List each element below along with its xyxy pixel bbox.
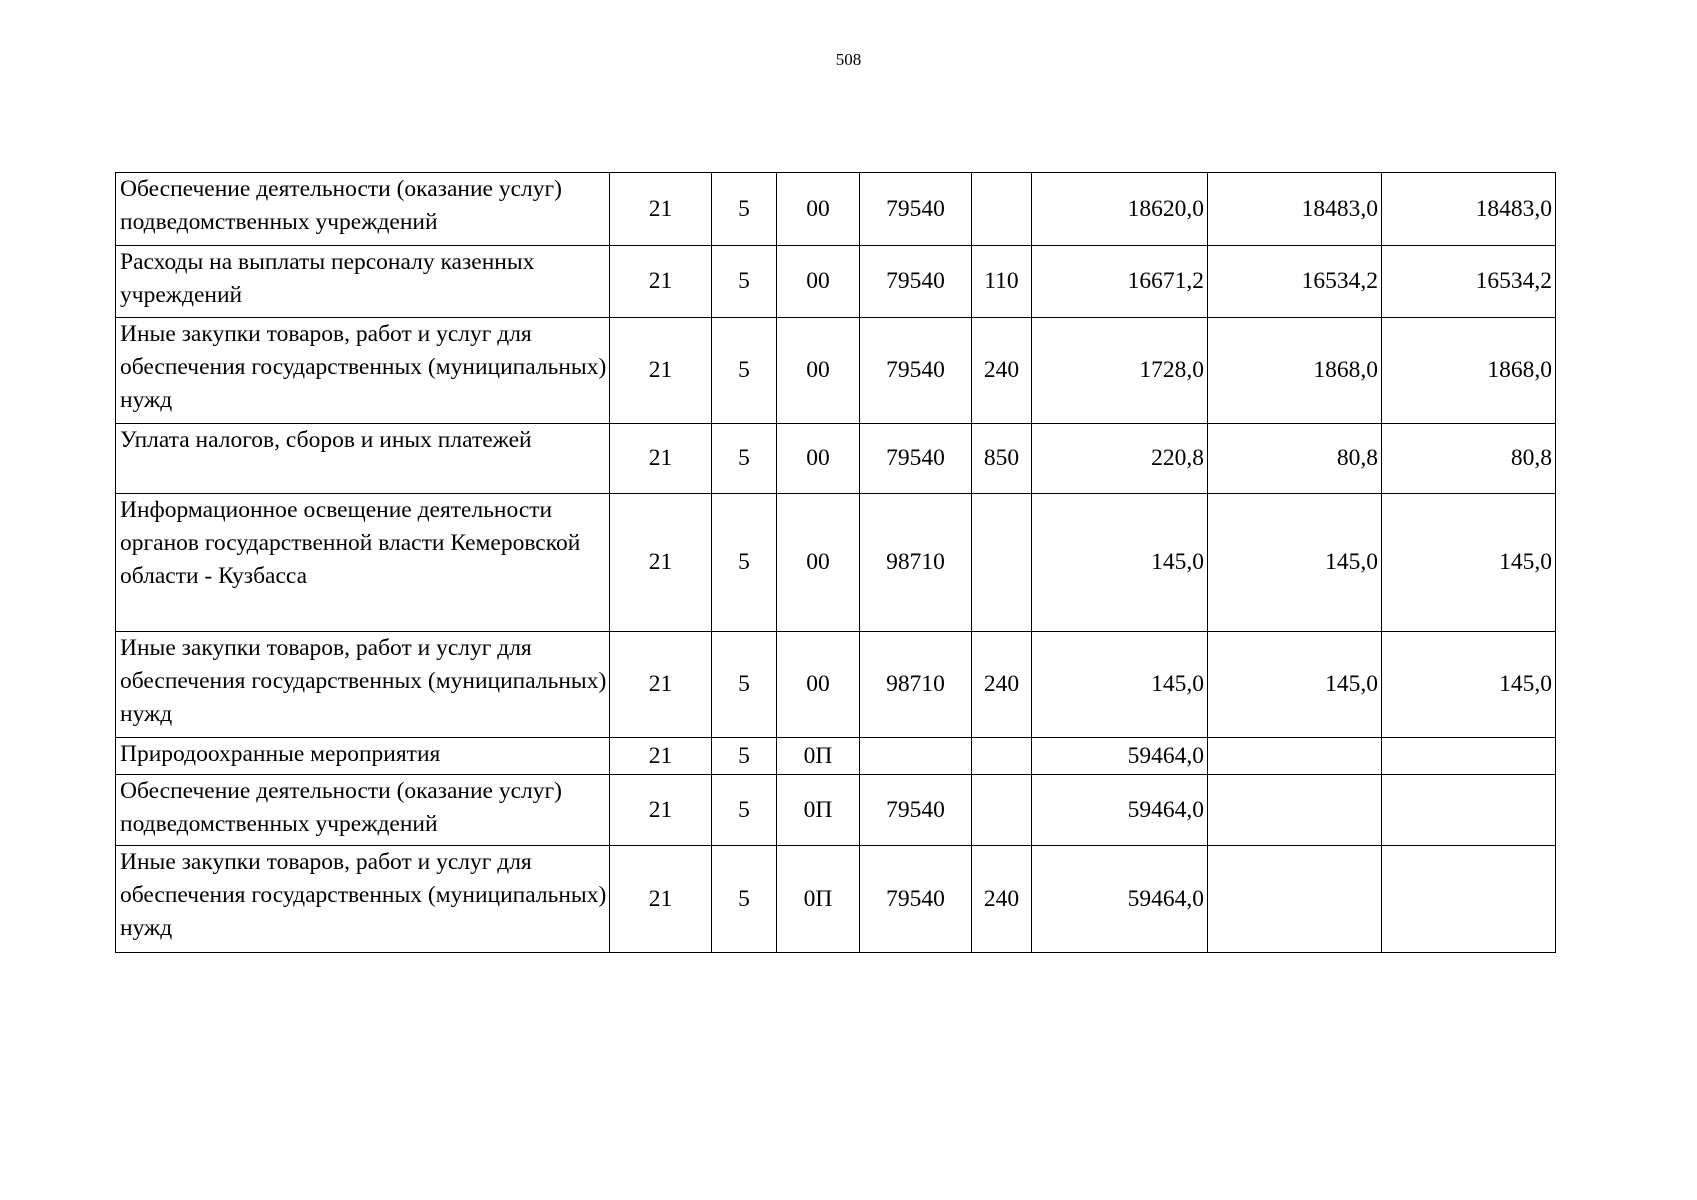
row-name: Обеспечение деятельности (оказание услуг) подведомственных учреждений xyxy=(116,775,610,846)
code-cell: 21 xyxy=(610,318,712,424)
table-row xyxy=(116,738,1556,775)
code-cell: 5 xyxy=(712,246,777,318)
code-cell: 21 xyxy=(610,424,712,494)
amount-cell xyxy=(1208,846,1382,953)
code-cell xyxy=(860,738,972,775)
row-name: Уплата налогов, сборов и иных платежей xyxy=(116,424,610,494)
amount-cell: 145,0 xyxy=(1208,632,1382,738)
code-cell: 00 xyxy=(777,246,860,318)
row-name: Расходы на выплаты персоналу казенных учреждений xyxy=(116,246,610,318)
amount-cell: 80,8 xyxy=(1208,424,1382,494)
code-cell: 5 xyxy=(712,173,777,246)
code-cell: 98710 xyxy=(860,632,972,738)
code-cell xyxy=(972,738,1032,775)
amount-cell: 145,0 xyxy=(1208,494,1382,632)
amount-cell: 145,0 xyxy=(1382,494,1556,632)
amount-cell: 59464,0 xyxy=(1032,775,1208,846)
amount-cell xyxy=(1382,775,1556,846)
code-cell: 21 xyxy=(610,775,712,846)
amount-cell xyxy=(1382,738,1556,775)
code-cell: 98710 xyxy=(860,494,972,632)
code-cell: 00 xyxy=(777,632,860,738)
code-cell: 240 xyxy=(972,846,1032,953)
code-cell xyxy=(972,173,1032,246)
code-cell: 21 xyxy=(610,846,712,953)
amount-cell: 18483,0 xyxy=(1208,173,1382,246)
code-cell: 79540 xyxy=(860,775,972,846)
amount-cell: 1868,0 xyxy=(1208,318,1382,424)
code-cell: 79540 xyxy=(860,318,972,424)
code-cell: 79540 xyxy=(860,173,972,246)
amount-cell: 145,0 xyxy=(1382,632,1556,738)
code-cell: 79540 xyxy=(860,246,972,318)
table-row xyxy=(116,173,1556,246)
code-cell: 0П xyxy=(777,846,860,953)
code-cell xyxy=(972,775,1032,846)
table-row xyxy=(116,246,1556,318)
amount-cell: 16671,2 xyxy=(1032,246,1208,318)
amount-cell: 1868,0 xyxy=(1382,318,1556,424)
code-cell: 240 xyxy=(972,632,1032,738)
code-cell: 21 xyxy=(610,738,712,775)
table-row xyxy=(116,318,1556,424)
table-row xyxy=(116,632,1556,738)
code-cell: 5 xyxy=(712,846,777,953)
amount-cell: 145,0 xyxy=(1032,632,1208,738)
code-cell: 5 xyxy=(712,775,777,846)
amount-cell xyxy=(1208,775,1382,846)
code-cell: 5 xyxy=(712,738,777,775)
code-cell: 21 xyxy=(610,632,712,738)
table-row xyxy=(116,775,1556,846)
code-cell: 850 xyxy=(972,424,1032,494)
row-name: Информационное освещение деятельности органов государственной власти Кемеровской области - Кузбасса xyxy=(116,494,610,632)
table-row xyxy=(116,424,1556,494)
row-name: Природоохранные мероприятия xyxy=(116,738,610,775)
amount-cell: 18483,0 xyxy=(1382,173,1556,246)
code-cell: 00 xyxy=(777,494,860,632)
code-cell: 79540 xyxy=(860,846,972,953)
code-cell: 0П xyxy=(777,738,860,775)
amount-cell: 16534,2 xyxy=(1382,246,1556,318)
code-cell: 110 xyxy=(972,246,1032,318)
amount-cell xyxy=(1382,846,1556,953)
table-row xyxy=(116,494,1556,632)
code-cell: 5 xyxy=(712,424,777,494)
amount-cell: 59464,0 xyxy=(1032,846,1208,953)
table-row xyxy=(116,846,1556,953)
code-cell: 21 xyxy=(610,246,712,318)
amount-cell: 220,8 xyxy=(1032,424,1208,494)
code-cell: 00 xyxy=(777,173,860,246)
code-cell: 21 xyxy=(610,173,712,246)
code-cell: 5 xyxy=(712,318,777,424)
amount-cell: 18620,0 xyxy=(1032,173,1208,246)
amount-cell: 1728,0 xyxy=(1032,318,1208,424)
code-cell: 240 xyxy=(972,318,1032,424)
code-cell: 00 xyxy=(777,318,860,424)
row-name: Обеспечение деятельности (оказание услуг) подведомственных учреждений xyxy=(116,173,610,246)
amount-cell: 16534,2 xyxy=(1208,246,1382,318)
page-number: 508 xyxy=(835,50,862,69)
code-cell: 0П xyxy=(777,775,860,846)
amount-cell: 80,8 xyxy=(1382,424,1556,494)
code-cell: 21 xyxy=(610,494,712,632)
code-cell: 79540 xyxy=(860,424,972,494)
code-cell: 00 xyxy=(777,424,860,494)
row-name: Иные закупки товаров, работ и услуг для обеспечения государственных (муниципальных) нужд xyxy=(116,632,610,738)
amount-cell: 145,0 xyxy=(1032,494,1208,632)
code-cell xyxy=(972,494,1032,632)
row-name: Иные закупки товаров, работ и услуг для обеспечения государственных (муниципальных) нужд xyxy=(116,318,610,424)
budget-table xyxy=(115,172,1556,953)
amount-cell: 59464,0 xyxy=(1032,738,1208,775)
row-name: Иные закупки товаров, работ и услуг для обеспечения государственных (муниципальных) нужд xyxy=(116,846,610,953)
code-cell: 5 xyxy=(712,632,777,738)
amount-cell xyxy=(1208,738,1382,775)
code-cell: 5 xyxy=(712,494,777,632)
